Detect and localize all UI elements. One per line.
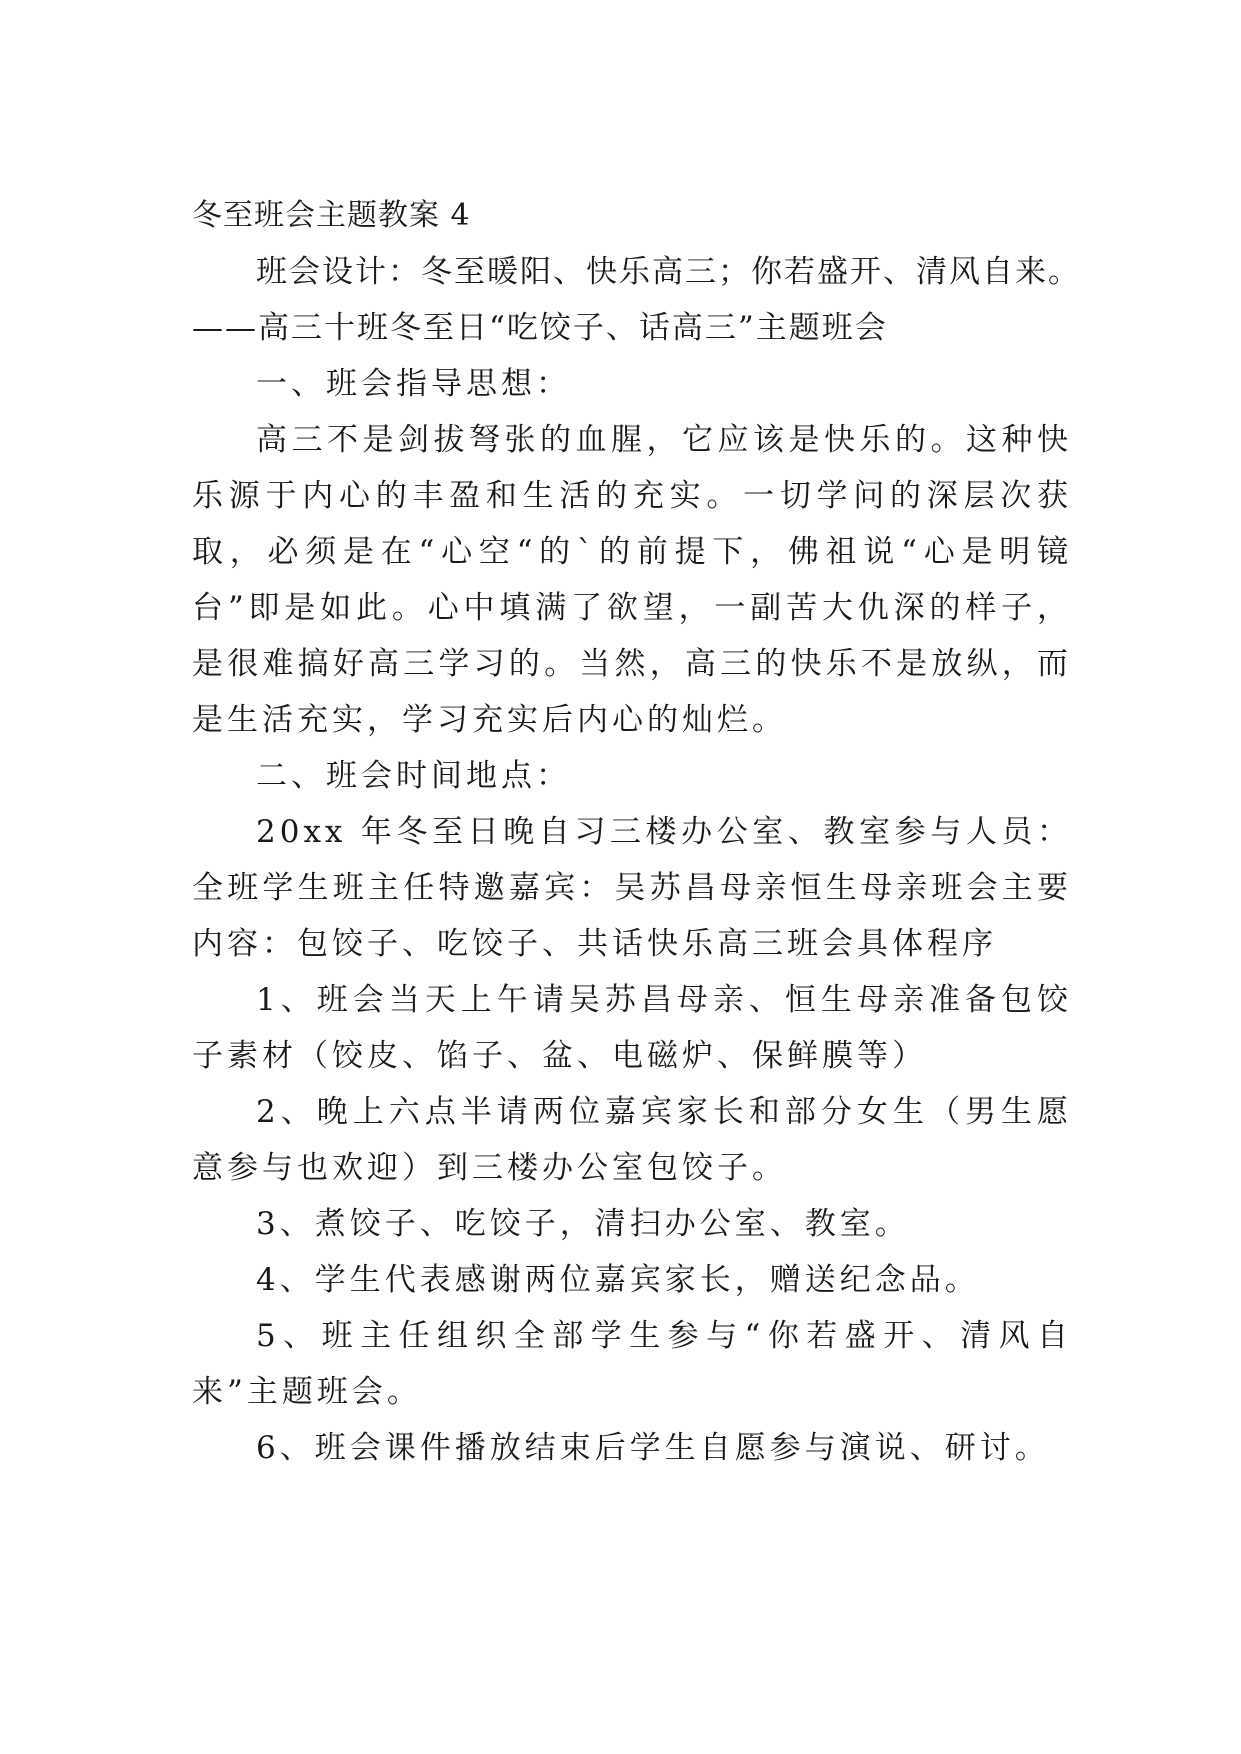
step-5: 5、班主任组织全部学生参与“你若盛开、清风自来”主题班会。 — [192, 1318, 1072, 1410]
section-1-body: 高三不是剑拔弩张的血腥，它应该是快乐的。这种快乐源于内心的丰盈和生活的充实。一切学问的深层次获取，必须是在“心空“的`的前提下，佛祖说“心是明镜台”即是如此。心中填满了欲望，一副苦大仇深的样子，是很难搞好高三学习的。当然，高三的快乐不是放纵，而是生活充实，学习充实后内心的灿烂。 — [192, 422, 1072, 738]
step-4: 4、学生代表感谢两位嘉宾家长，赠送纪念品。 — [256, 1262, 980, 1298]
step-1: 1、班会当天上午请吴苏昌母亲、恒生母亲准备包饺子素材（饺皮、馅子、盆、电磁炉、保鲜膜等） — [192, 982, 1072, 1074]
section-1-heading: 一、班会指导思想： — [256, 366, 571, 402]
section-2-heading: 二、班会时间地点： — [256, 758, 571, 794]
step-3: 3、煮饺子、吃饺子，清扫办公室、教室。 — [256, 1206, 910, 1242]
document-title: 冬至班会主题教案 4 — [192, 198, 471, 233]
design-line-2: ——高三十班冬至日“吃饺子、话高三”主题班会 — [192, 310, 888, 346]
section-2-body: 20xx 年冬至日晚自习三楼办公室、教室参与人员：全班学生班主任特邀嘉宾：吴苏昌母亲恒生母亲班会主要内容：包饺子、吃饺子、共话快乐高三班会具体程序 — [192, 814, 1072, 962]
design-line-1: 班会设计：冬至暖阳、快乐高三；你若盛开、清风自来。 — [256, 254, 1081, 290]
step-2: 2、晚上六点半请两位嘉宾家长和部分女生（男生愿意参与也欢迎）到三楼办公室包饺子。 — [192, 1094, 1072, 1186]
document-body — [192, 188, 1081, 1476]
step-6: 6、班会课件播放结束后学生自愿参与演说、研讨。 — [256, 1430, 1050, 1466]
